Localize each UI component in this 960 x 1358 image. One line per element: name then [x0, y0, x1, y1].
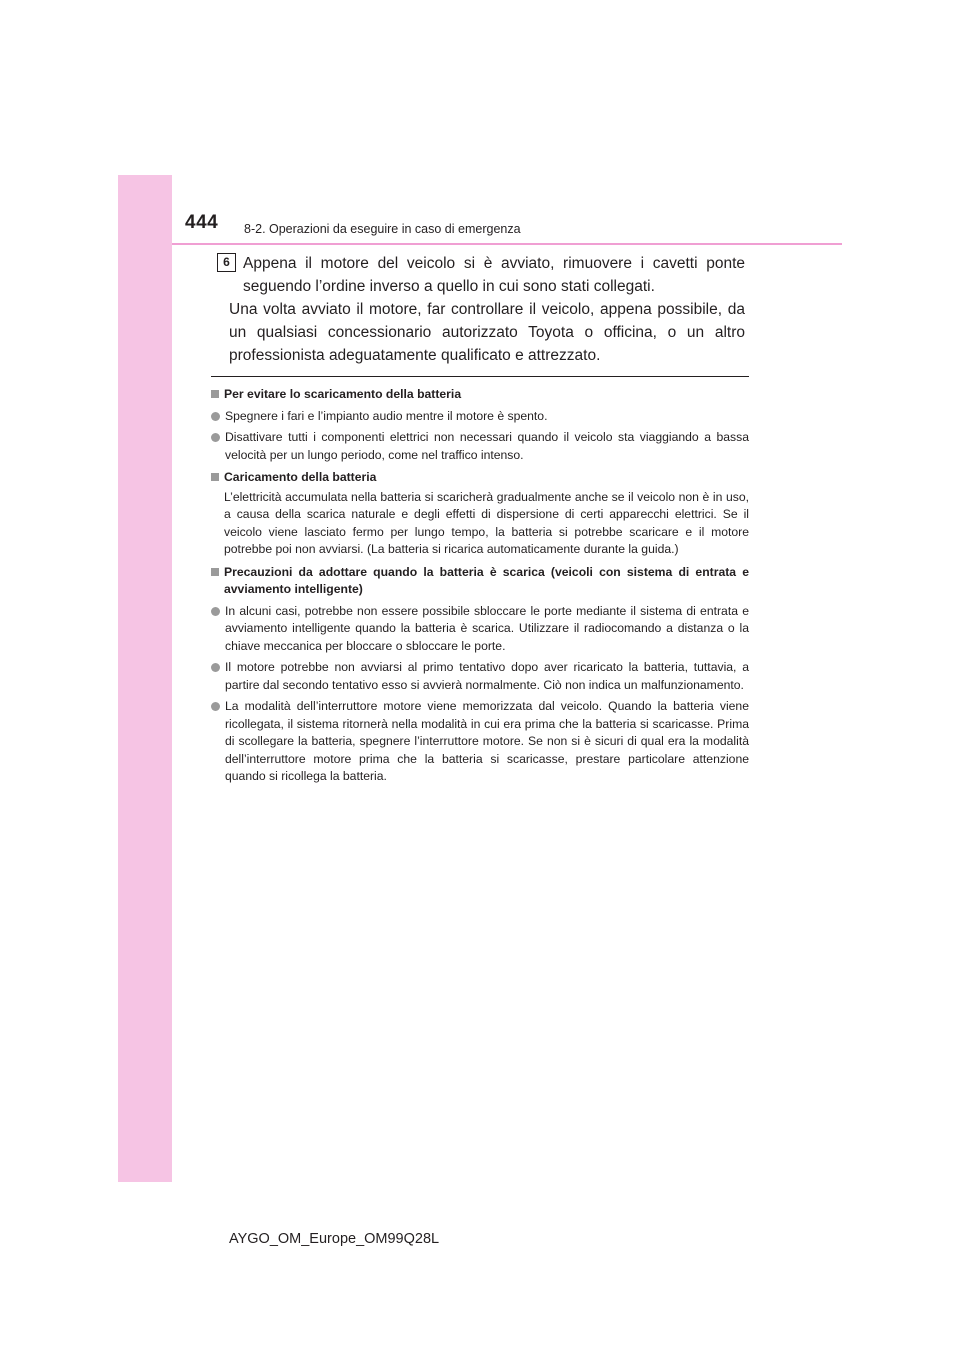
- circle-bullet-icon: [211, 412, 220, 421]
- circle-bullet-icon: [211, 702, 220, 711]
- circle-bullet-icon: [211, 607, 220, 616]
- section-title: 8-2. Operazioni da eseguire in caso di emergenza: [244, 222, 521, 236]
- footer-document-code: AYGO_OM_Europe_OM99Q28L: [229, 1231, 440, 1247]
- circle-bullet-icon: [211, 663, 220, 672]
- note-bullet-text: Disattivare tutti i componenti elettrici non necessari quando il veicolo sta viaggiando a bassa velocità per un lungo periodo, come nel traffico intenso.: [225, 430, 749, 462]
- note-title: [211, 386, 749, 404]
- square-bullet-icon: [211, 473, 219, 481]
- circle-bullet-icon: [211, 433, 220, 442]
- note-bullet: [211, 603, 749, 656]
- note-title-text: Precauzioni da adottare quando la batteria è scarica (veicoli con sistema di entrata e avviamento intelligente): [224, 564, 749, 596]
- note-bullet-text: In alcuni casi, potrebbe non essere possibile sbloccare le porte mediante il sistema di entrata e avviamento intelligente quando la batteria è scarica. Utilizzare il radiocomando a distanza o la chiave meccanica per bloccare o sbloccare le porte.: [225, 603, 749, 653]
- note-bullet: [211, 698, 749, 786]
- note-title-text: Per evitare lo scaricamento della batteria: [224, 387, 462, 401]
- note-bullet-text: La modalità dell’interruttore motore viene memorizzata dal veicolo. Quando la batteria viene ricollegata, il sistema ritornerà nella modalità in cui era prima che la batteria si scaricasse. Prima di scollegare la batteria, spegnere l’interruttore motore. Se non si è sicuri di qual era la modalità dell’interruttore motore prima che la batteria si scaricasse, prestare particolare attenzione quando si ricollega la batteria.: [225, 699, 749, 783]
- after-step-paragraph: Una volta avviato il motore, far controllare il veicolo, appena possibile, da un qualsiasi concessionario autorizzato Toyota o officina, o un altro professionista adeguatamente qualificato e attrezzato.: [229, 301, 745, 364]
- page-number: 444: [185, 212, 219, 233]
- note-title: [211, 469, 749, 487]
- notes-section: [211, 386, 749, 786]
- note-bullet: [211, 659, 749, 694]
- note-bullet-text: Spegnere i fari e l’impianto audio mentre il motore è spento.: [225, 408, 548, 423]
- note-body: L’elettricità accumulata nella batteria si scaricherà gradualmente anche se il veicolo non è in uso, a causa della scarica naturale e degli effetti di dispersione di certi apparecchi elettrici. Se il veicolo viene lasciato fermo per lungo tempo, la batteria si potrebbe scaricare e il motore potrebbe poi non avviarsi. (La batteria si ricarica automaticamente durante la guida.): [224, 489, 749, 556]
- info-divider: [211, 376, 749, 377]
- square-bullet-icon: [211, 390, 219, 398]
- note-title: [211, 564, 749, 599]
- header-rule: [172, 243, 842, 245]
- note-title-text: Caricamento della batteria: [224, 470, 377, 484]
- square-bullet-icon: [211, 568, 219, 576]
- side-thumb-band: [118, 175, 172, 1182]
- note-bullet-text: Il motore potrebbe non avviarsi al primo tentativo dopo aver ricaricato la batteria, tuttavia, a partire dal secondo tentativo esso si avvierà normalmente. Ciò non indica un malfunzionamento.: [225, 660, 749, 692]
- note-bullet: [211, 408, 749, 426]
- step-number-badge: 6: [217, 253, 236, 272]
- step-text: Appena il motore del veicolo si è avviato, rimuovere i cavetti ponte seguendo l’ordine inverso a quello in cui sono stati collegati.: [243, 255, 745, 295]
- note-bullet: [211, 429, 749, 464]
